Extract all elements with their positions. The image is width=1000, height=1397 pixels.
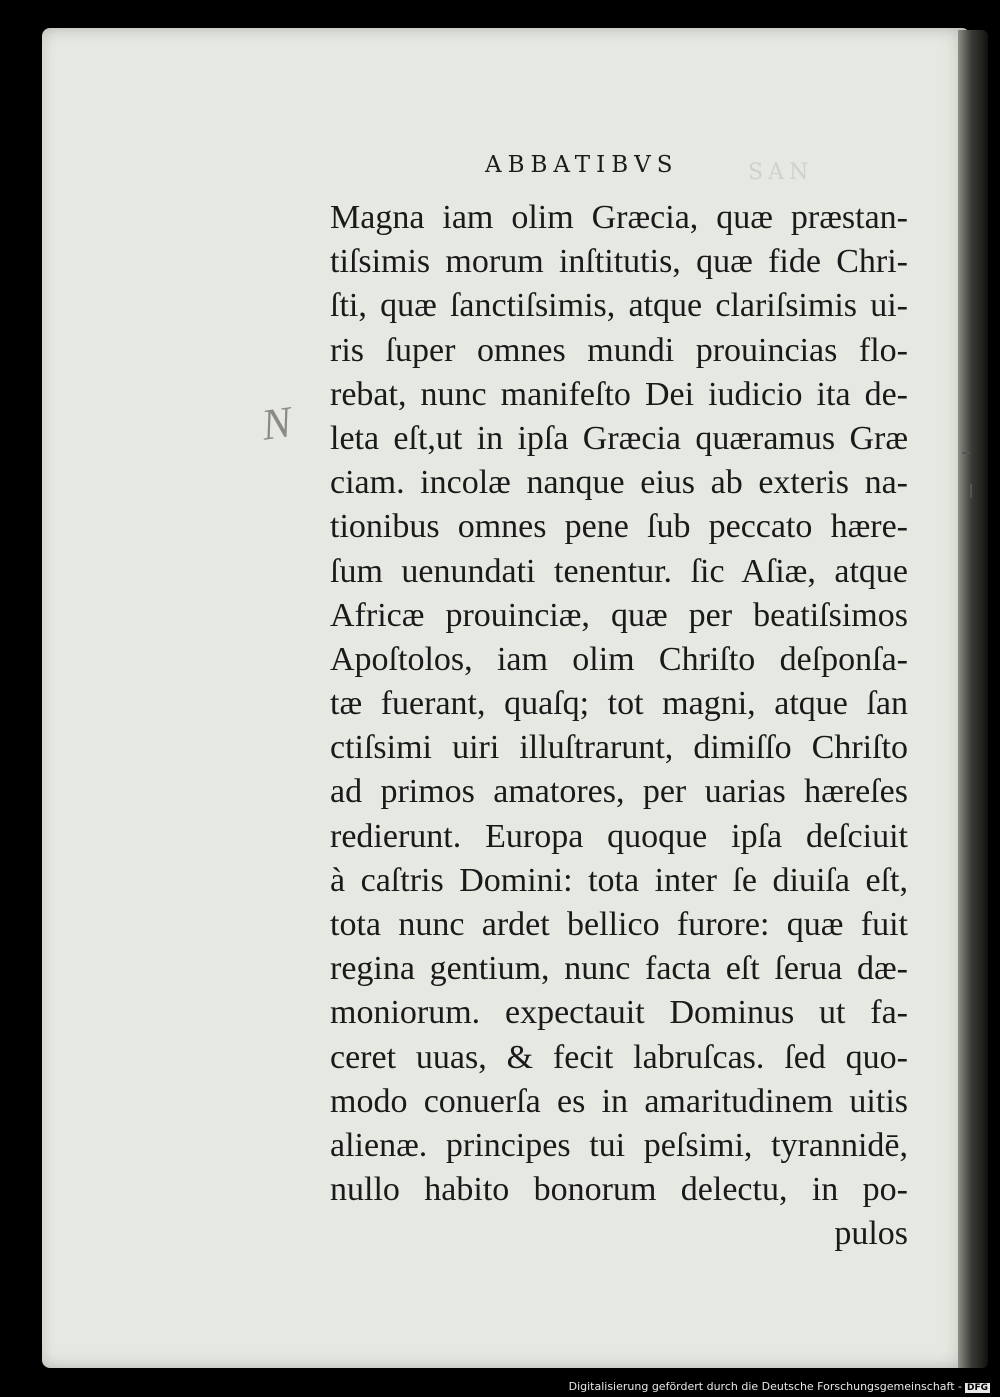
- text-line: tionibus omnes pene ſub peccato hære-: [330, 508, 908, 546]
- credit-text: Digitalisierung gefördert durch die Deutsche Forschungsgemeinschaft -: [568, 1380, 962, 1393]
- text-line: ceret uuas, & fecit labruſcas. ſed quo-: [330, 1038, 908, 1076]
- text-line: ciam. incolæ nanque eius ab exteris na-: [330, 464, 908, 502]
- text-line: ad primos amatores, per uarias hæreſes: [330, 773, 908, 811]
- text-line: nullo habito bonorum delectu, in po-: [330, 1171, 908, 1209]
- text-line: alienæ. principes tui peſsimi, tyrannidē,: [330, 1126, 908, 1164]
- text-line: rebat, nunc manifeſto Dei iudicio ita de-: [330, 375, 908, 413]
- text-line: ris ſuper omnes mundi prouincias flo-: [330, 331, 908, 369]
- body-text: [330, 196, 908, 1257]
- running-head: ABBATIBVS: [485, 152, 679, 178]
- text-line: tota nunc ardet bellico furore: quæ fuit: [330, 906, 908, 943]
- text-line: tæ fuerant, quaſq; tot magni, atque ſan: [330, 685, 908, 723]
- text-line: Magna iam olim Græcia, quæ præstan-: [330, 199, 908, 236]
- text-line: ctiſsimi uiri illuſtrarunt, dimiſſo Chriſto: [330, 729, 908, 767]
- pencil-margin-mark: N: [258, 397, 295, 450]
- dfg-logo: DFG: [966, 1383, 988, 1393]
- book-gutter: [958, 30, 988, 1368]
- text-line: leta eſt,ut in ipſa Græcia quæramus Græ: [330, 419, 908, 457]
- text-line: modo conuerſa es in amaritudinem uitis: [330, 1082, 908, 1120]
- text-line: à caſtris Domini: tota inter ſe diuiſa eſt,: [330, 861, 908, 899]
- text-line: redierunt. Europa quoque ipſa deſciuit: [330, 817, 908, 855]
- text-line: ſti, quæ ſanctiſsimis, atque clariſsimis ui-: [330, 287, 908, 325]
- text-line: tiſsimis morum inſtitutis, quæ fide Chri-: [330, 243, 908, 281]
- show-through-running-head: SAN: [748, 160, 814, 185]
- text-line: pulos: [834, 1215, 908, 1253]
- margin-tick-mark: [962, 452, 970, 454]
- text-line: moniorum. expectauit Dominus ut fa-: [330, 994, 908, 1032]
- text-line: ſum uenundati tenentur. ſic Aſiæ, atque: [330, 552, 908, 590]
- margin-tick-mark: [970, 484, 972, 498]
- text-line: regina gentium, nunc facta eſt ſerua dæ-: [330, 950, 908, 988]
- digitization-credit: [569, 1380, 990, 1393]
- text-line: Apoſtolos, iam olim Chriſto deſponſa-: [330, 640, 908, 678]
- text-line: Africæ prouinciæ, quæ per beatiſsimos: [330, 596, 908, 634]
